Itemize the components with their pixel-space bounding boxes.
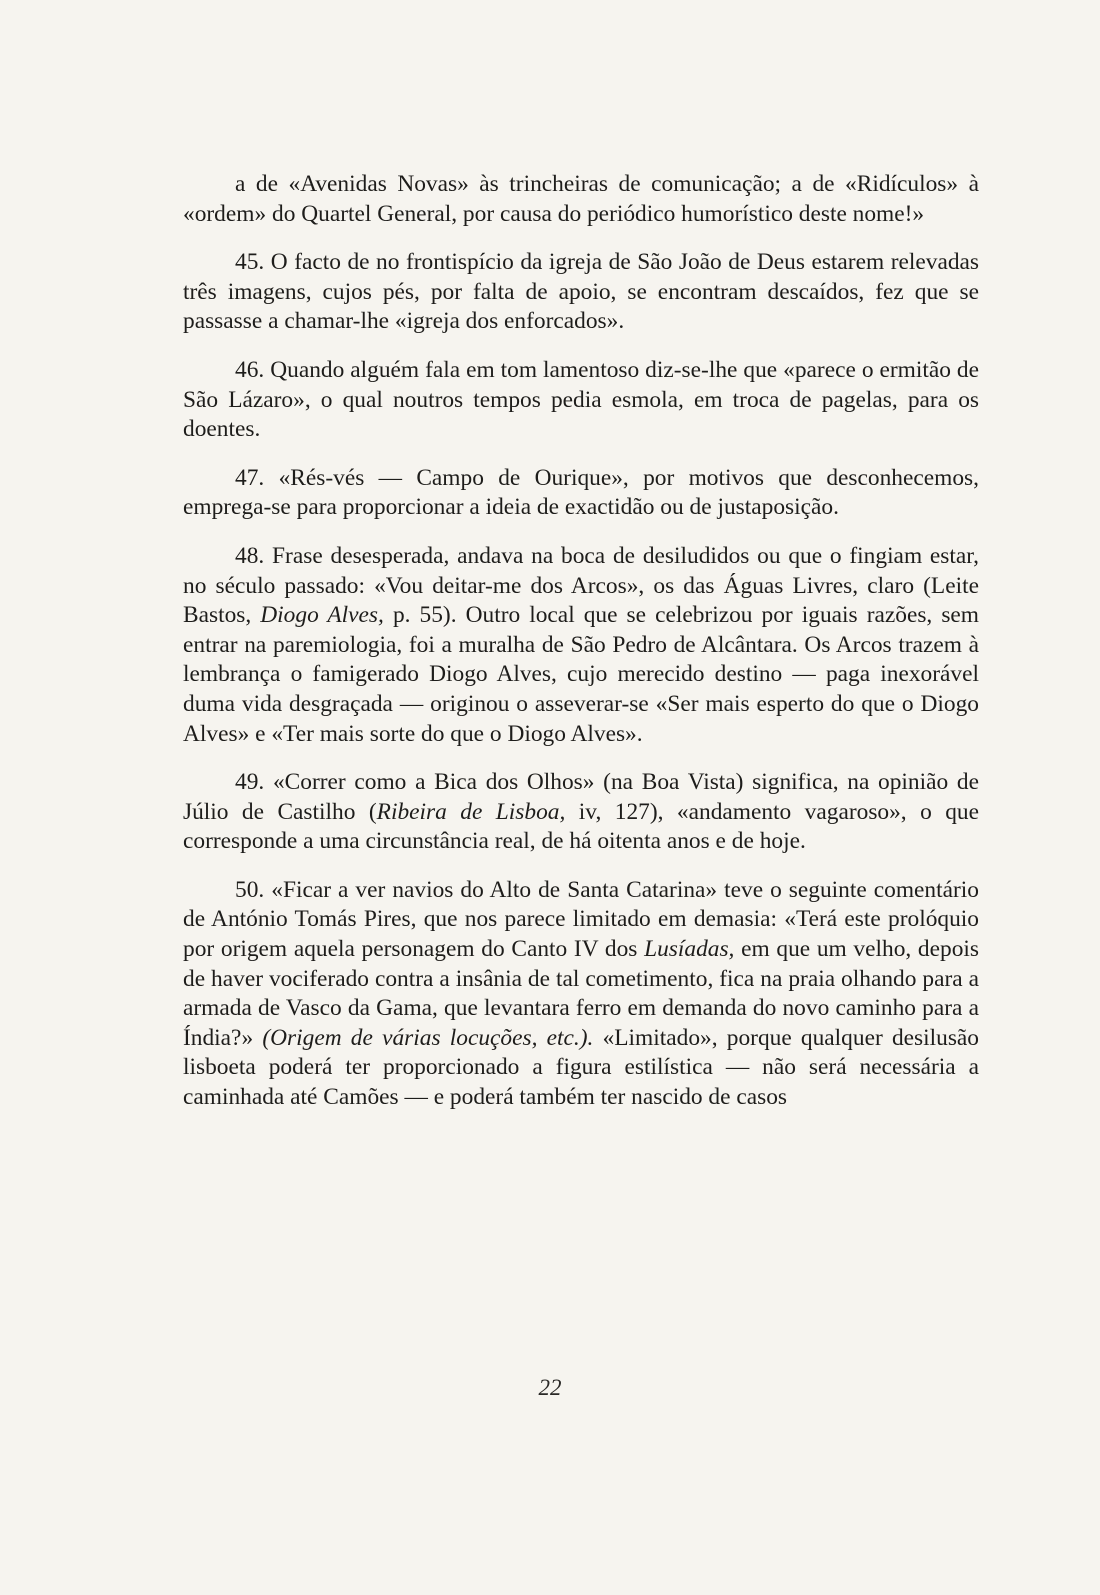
- book-title-italic: Ribeira de Lisboa,: [376, 798, 566, 825]
- paragraph-text: Quando alguém fala em tom lamentoso diz-se-lhe que «parece o ermitão de São Lázaro», o qual noutros tempos pedia esmola, em troca de pagelas, para os doentes.: [183, 356, 979, 443]
- paragraph-47: [183, 464, 979, 523]
- paragraph-50: [183, 876, 979, 1113]
- paragraph-number: 46.: [235, 356, 265, 383]
- paragraph-text: a de «Avenidas Novas» às trincheiras de comunicação; a de «Ridículos» à «ordem» do Quartel General, por causa do periódico humorístico deste nome!»: [183, 171, 979, 227]
- paragraph-text: iv, 127), «andamento vagaroso», o que corresponde a uma circunstância real, de há oitenta anos e de hoje.: [183, 798, 980, 855]
- paragraph-45: [183, 248, 979, 337]
- page-number: 22: [538, 1375, 562, 1400]
- book-title-italic: Diogo Alves,: [260, 602, 384, 629]
- paragraph-46: [183, 356, 979, 445]
- paragraph-text: «Rés-vés — Campo de Ourique», por motivos que desconhecemos, emprega-se para proporcionar a ideia de exactidão ou de justaposição.: [183, 464, 979, 521]
- paragraph-text: p. 55). Outro local que se celebrizou por iguais razões, sem entrar na paremiologia, foi a muralha de São Pedro de Alcântara. Os Arcos trazem à lembrança o famigerado Diogo Alves, cujo merecido destino — paga inexorável duma vida desgraçada — originou o asseverar-se «Ser mais esperto do que o Diogo Alves» e «Ter mais sorte do que o Diogo Alves».: [183, 602, 980, 747]
- paragraph-number: 50.: [235, 876, 265, 903]
- paragraph-number: 45.: [235, 249, 265, 276]
- paragraph-continuation: [183, 170, 979, 229]
- paragraph-text: Frase desesperada, andava na boca de desiludidos ou que o fingiam estar, no século passado: «Vou deitar-me dos Arcos», os das Águas Livres, claro (Leite Bastos,: [183, 542, 979, 629]
- paragraph-number: 47.: [235, 464, 265, 491]
- book-title-italic: (Origem de várias locuções, etc.).: [262, 1024, 594, 1051]
- paragraph-number: 49.: [235, 769, 265, 796]
- paragraph-number: 48.: [235, 542, 265, 569]
- book-title-italic: Lusíadas,: [644, 936, 735, 963]
- paragraph-text: em que um velho, depois de haver vociferado contra a insânia de tal cometimento, fica na praia olhando para a armada de Vasco da Gama, que levantara ferro em demanda do novo caminho para a Índia?»: [183, 936, 980, 1051]
- paragraph-text: «Ficar a ver navios do Alto de Santa Catarina» teve o seguinte comentário de António Tomás Pires, que nos parece limitado em demasia: «Terá este prolóquio por origem aquela personagem do Canto IV dos: [183, 876, 979, 963]
- paragraph-text: «Correr como a Bica dos Olhos» (na Boa Vista) significa, na opinião de Júlio de Castilho (: [183, 769, 979, 825]
- body-text: [183, 170, 979, 1132]
- paragraph-48: [183, 542, 979, 749]
- paragraph-49: [183, 768, 979, 857]
- paragraph-text: O facto de no frontispício da igreja de São João de Deus estarem relevadas três imagens, cujos pés, por falta de apoio, se encontram descaídos, fez que se passasse a chamar-lhe «igreja dos enforcados».: [183, 249, 980, 335]
- paragraph-text: «Limitado», porque qualquer desilusão lisboeta poderá ter proporcionado a figura estilística — não será necessária a caminhada até Camões — e poderá também ter nascido de casos: [183, 1024, 979, 1111]
